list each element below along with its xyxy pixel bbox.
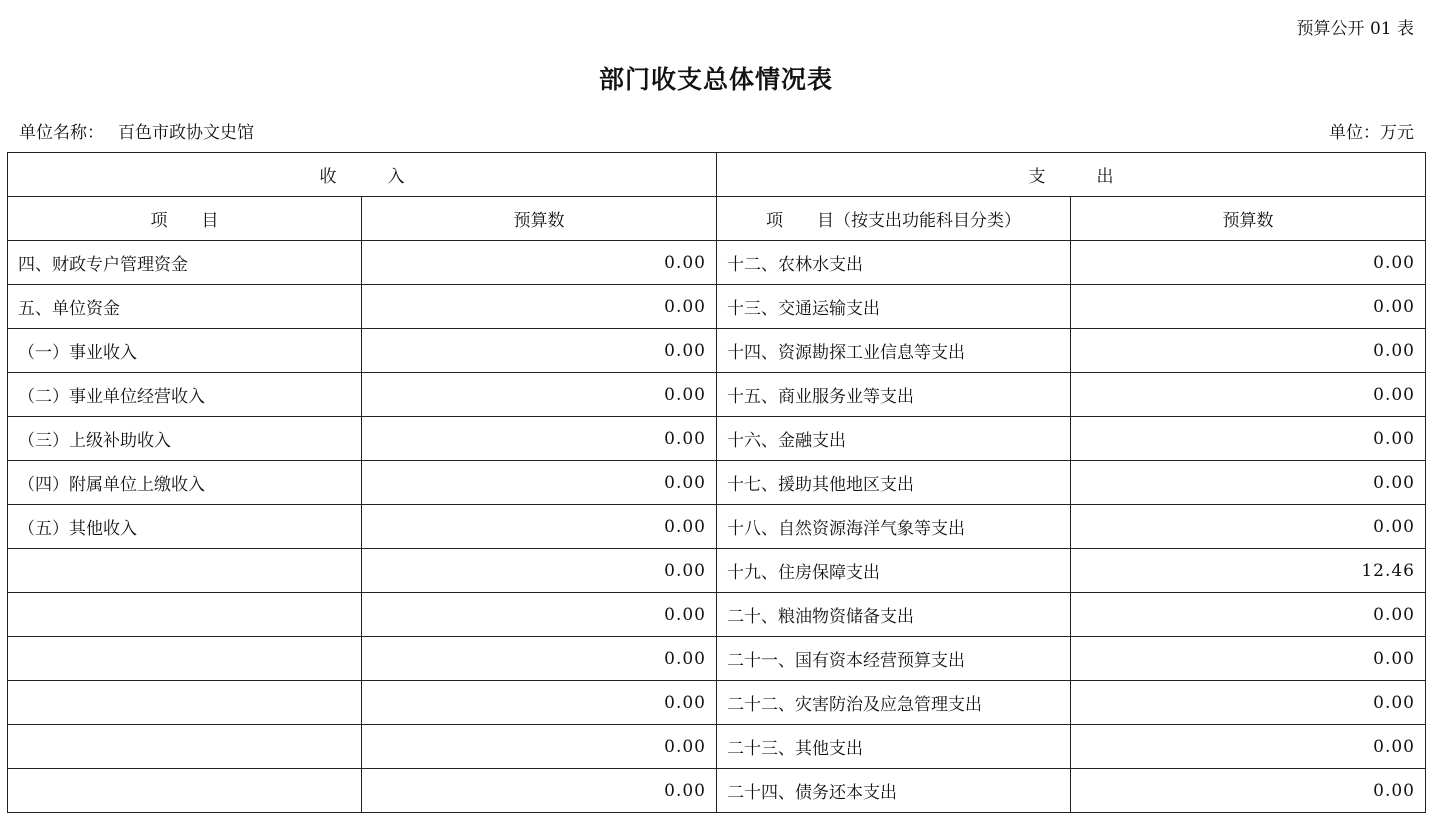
expense-item-cell: 二十三、其他支出: [717, 725, 1071, 769]
expense-budget-cell: 0.00: [1071, 461, 1426, 505]
section-header-row: [8, 153, 1426, 197]
org-name-label: 单位名称：: [19, 123, 104, 143]
table-row: [8, 417, 1426, 461]
income-item-cell: [8, 681, 362, 725]
expense-item-cell: 二十、粮油物资储备支出: [717, 593, 1071, 637]
income-budget-cell: 0.00: [362, 769, 717, 813]
income-budget-cell: 0.00: [362, 241, 717, 285]
table-row: [8, 549, 1426, 593]
expense-item-cell: 十三、交通运输支出: [717, 285, 1071, 329]
expense-budget-cell: 0.00: [1071, 593, 1426, 637]
income-item-cell: （三）上级补助收入: [8, 417, 362, 461]
table-row: [8, 241, 1426, 285]
table-row: [8, 681, 1426, 725]
expense-budget-cell: 0.00: [1071, 373, 1426, 417]
table-row: [8, 285, 1426, 329]
expense-item-cell: 十二、农林水支出: [717, 241, 1071, 285]
table-row: [8, 329, 1426, 373]
column-header-row: [8, 197, 1426, 241]
org-name-value: 百色市政协文史馆: [118, 123, 254, 143]
table-row: [8, 373, 1426, 417]
income-item-cell: [8, 593, 362, 637]
budget-table: [7, 152, 1426, 813]
income-item-cell: 四、财政专户管理资金: [8, 241, 362, 285]
budget-table-body: [8, 153, 1426, 813]
table-row: [8, 769, 1426, 813]
income-item-cell: （一）事业收入: [8, 329, 362, 373]
expense-budget-cell: 0.00: [1071, 769, 1426, 813]
expense-item-cell: 十九、住房保障支出: [717, 549, 1071, 593]
income-budget-cell: 0.00: [362, 373, 717, 417]
expense-item-cell: 十七、援助其他地区支出: [717, 461, 1071, 505]
col-header-expense-budget: 预算数: [1071, 197, 1426, 241]
expense-budget-cell: 0.00: [1071, 285, 1426, 329]
expense-budget-cell: 0.00: [1071, 725, 1426, 769]
col-header-income-item: 项 目: [8, 197, 362, 241]
income-item-cell: 五、单位资金: [8, 285, 362, 329]
page-title: 部门收支总体情况表: [598, 65, 833, 94]
income-section-header: 收 入: [8, 153, 717, 197]
income-budget-cell: 0.00: [362, 681, 717, 725]
table-row: [8, 637, 1426, 681]
expense-item-cell: 二十二、灾害防治及应急管理支出: [717, 681, 1071, 725]
income-item-cell: [8, 549, 362, 593]
expense-budget-cell: 0.00: [1071, 505, 1426, 549]
table-row: [8, 461, 1426, 505]
income-item-cell: （五）其他收入: [8, 505, 362, 549]
expense-item-cell: 十八、自然资源海洋气象等支出: [717, 505, 1071, 549]
currency-unit: 单位：万元: [1329, 123, 1414, 143]
col-header-expense-item: 项 目（按支出功能科目分类）: [717, 197, 1071, 241]
expense-item-cell: 十四、资源勘探工业信息等支出: [717, 329, 1071, 373]
income-budget-cell: 0.00: [362, 593, 717, 637]
expense-budget-cell: 12.46: [1071, 549, 1426, 593]
expense-budget-cell: 0.00: [1071, 681, 1426, 725]
table-row: [8, 505, 1426, 549]
income-item-cell: （二）事业单位经营收入: [8, 373, 362, 417]
form-number: 预算公开 01 表: [1296, 19, 1414, 39]
income-budget-cell: 0.00: [362, 637, 717, 681]
income-item-cell: [8, 637, 362, 681]
expense-item-cell: 二十四、债务还本支出: [717, 769, 1071, 813]
col-header-income-budget: 预算数: [362, 197, 717, 241]
expense-budget-cell: 0.00: [1071, 637, 1426, 681]
income-budget-cell: 0.00: [362, 725, 717, 769]
expense-item-cell: 二十一、国有资本经营预算支出: [717, 637, 1071, 681]
income-item-cell: （四）附属单位上缴收入: [8, 461, 362, 505]
income-budget-cell: 0.00: [362, 285, 717, 329]
expense-item-cell: 十五、商业服务业等支出: [717, 373, 1071, 417]
expense-item-cell: 十六、金融支出: [717, 417, 1071, 461]
income-budget-cell: 0.00: [362, 329, 717, 373]
expense-budget-cell: 0.00: [1071, 417, 1426, 461]
income-budget-cell: 0.00: [362, 505, 717, 549]
income-budget-cell: 0.00: [362, 461, 717, 505]
income-budget-cell: 0.00: [362, 417, 717, 461]
income-item-cell: [8, 769, 362, 813]
table-row: [8, 593, 1426, 637]
expense-budget-cell: 0.00: [1071, 241, 1426, 285]
expense-budget-cell: 0.00: [1071, 329, 1426, 373]
income-item-cell: [8, 725, 362, 769]
income-budget-cell: 0.00: [362, 549, 717, 593]
table-row: [8, 725, 1426, 769]
expense-section-header: 支 出: [717, 153, 1426, 197]
unit-info-row: [19, 118, 1414, 142]
